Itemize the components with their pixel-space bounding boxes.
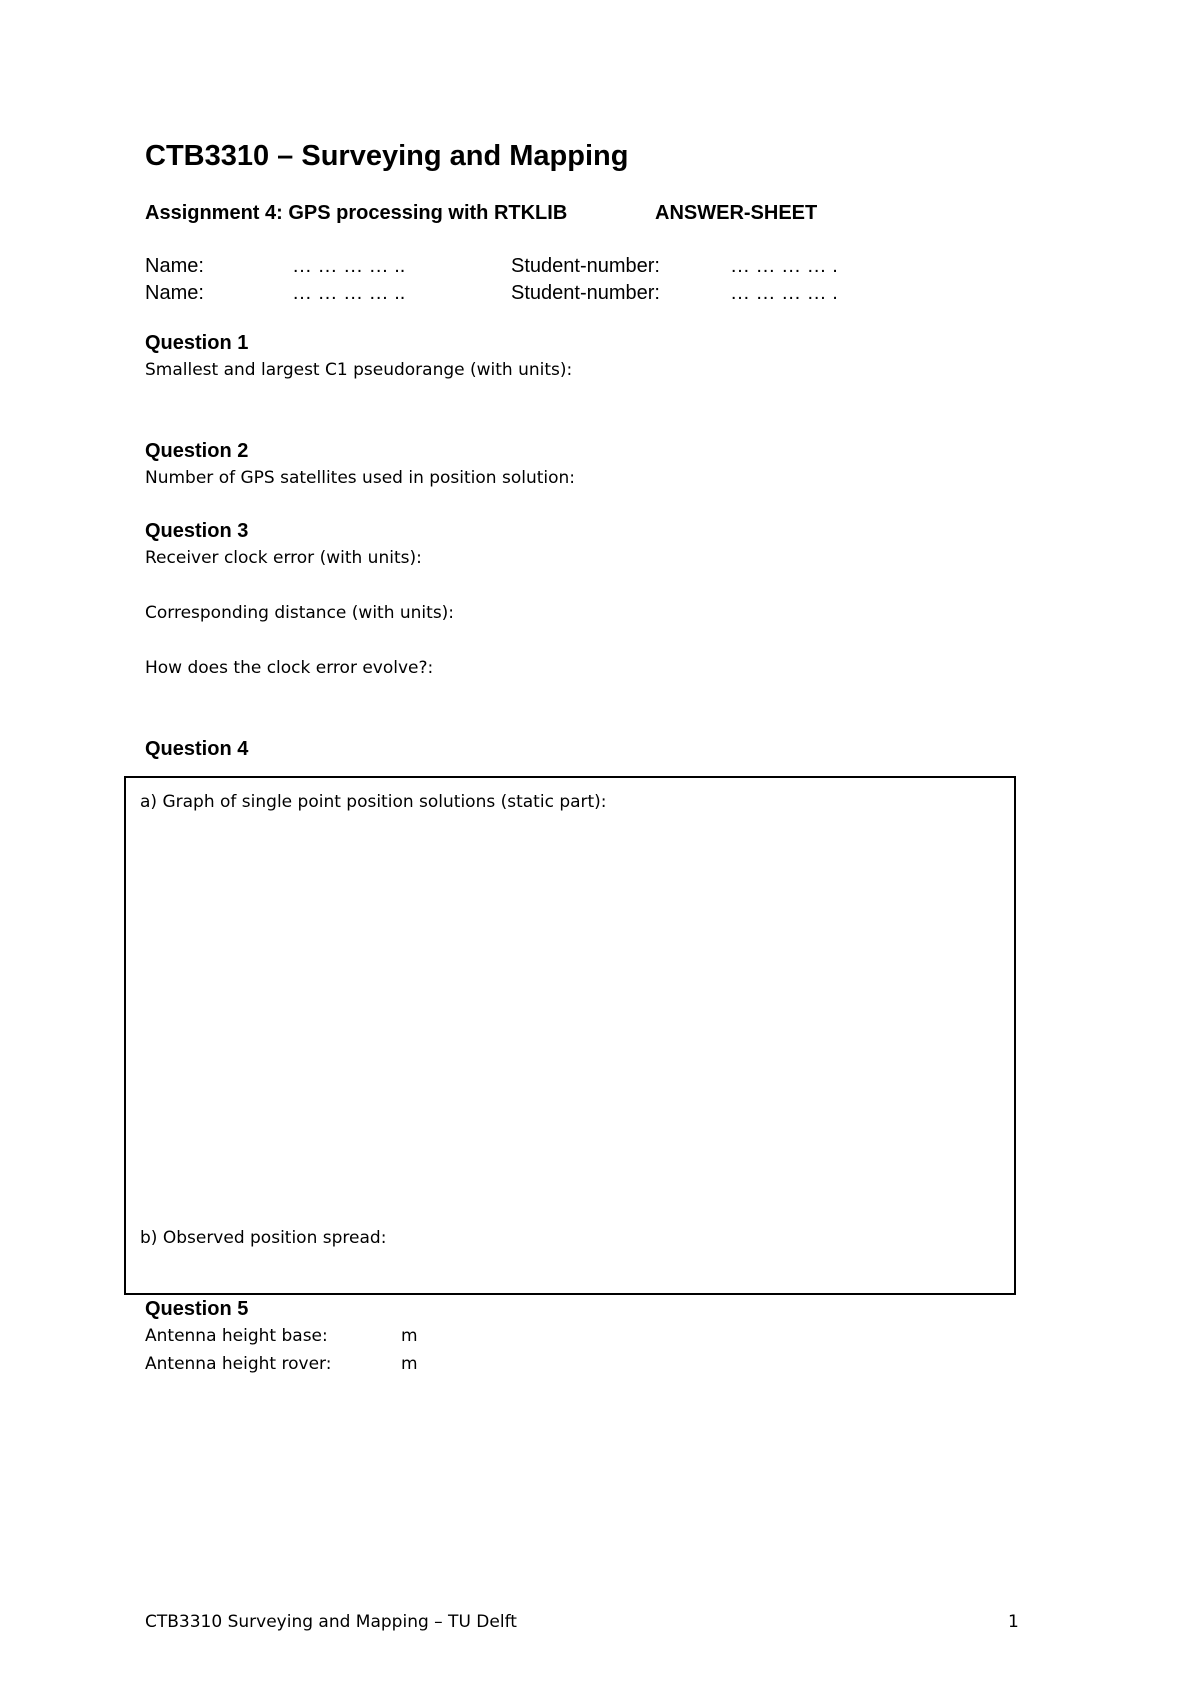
antenna-height-rover-unit: m (401, 1354, 418, 1374)
name-label: Name: (145, 282, 204, 304)
student-number-field[interactable]: … … … … . (730, 282, 838, 304)
page-number: 1 (1008, 1612, 1019, 1632)
question-2-heading: Question 2 (145, 440, 249, 462)
antenna-height-base-unit: m (401, 1326, 418, 1346)
antenna-height-rover-row (145, 1354, 565, 1374)
student-number-label: Student-number: (511, 255, 660, 277)
antenna-height-base-label: Antenna height base: (145, 1326, 328, 1346)
assignment-title: Assignment 4: GPS processing with RTKLIB (145, 202, 568, 224)
question-1-heading: Question 1 (145, 332, 249, 354)
question-1-text: Smallest and largest C1 pseudorange (with units): (145, 360, 573, 380)
question-4b-text: b) Observed position spread: (140, 1228, 387, 1248)
question-3-text-evolution: How does the clock error evolve?: (145, 658, 434, 678)
name-label: Name: (145, 255, 204, 277)
question-2-text: Number of GPS satellites used in position solution: (145, 468, 576, 488)
antenna-height-rover-label: Antenna height rover: (145, 1354, 332, 1374)
assignment-subtitle (145, 202, 818, 225)
student-number-label: Student-number: (511, 282, 660, 304)
question-4-answer-box[interactable] (124, 776, 1016, 1295)
question-4-heading: Question 4 (145, 738, 249, 760)
student-number-field[interactable]: … … … … . (730, 255, 838, 277)
question-5-heading: Question 5 (145, 1298, 249, 1320)
name-field[interactable]: … … … … .. (292, 282, 406, 304)
document-title: CTB3310 – Surveying and Mapping (145, 140, 629, 172)
antenna-height-base-row (145, 1326, 565, 1346)
question-3-text-distance: Corresponding distance (with units): (145, 603, 455, 623)
question-3-text-clock-error: Receiver clock error (with units): (145, 548, 422, 568)
question-3-heading: Question 3 (145, 520, 249, 542)
page-footer: CTB3310 Surveying and Mapping – TU Delft (145, 1612, 517, 1632)
answer-sheet-label: ANSWER-SHEET (655, 202, 818, 224)
question-4a-text: a) Graph of single point position solutions (static part): (140, 792, 607, 812)
name-field[interactable]: … … … … .. (292, 255, 406, 277)
